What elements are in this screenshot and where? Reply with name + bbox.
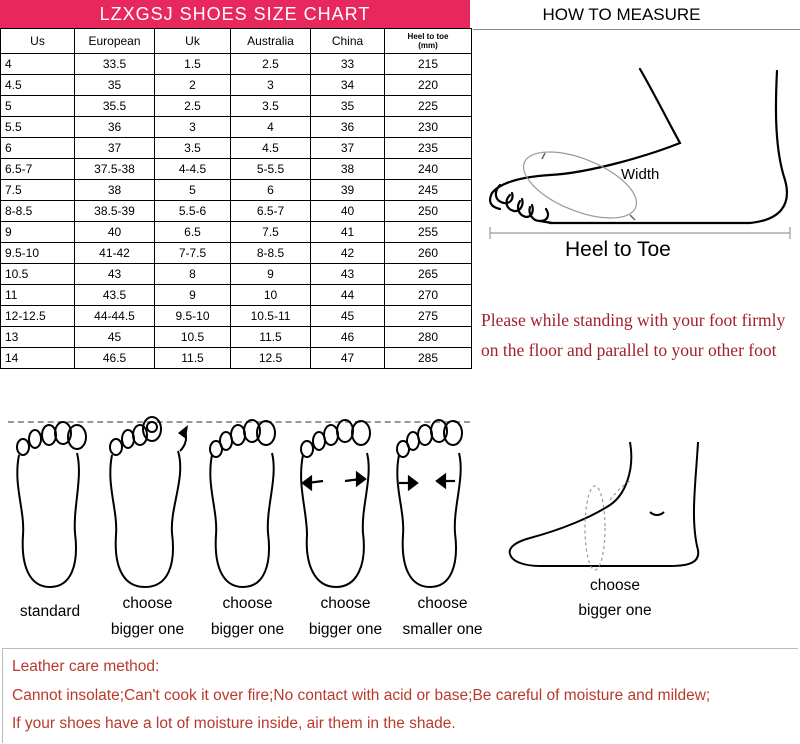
cell-uk: 7-7.5 bbox=[155, 243, 231, 264]
leather-care-title: Leather care method: bbox=[12, 658, 160, 675]
foot-label-wide-toes bbox=[200, 591, 295, 643]
leather-care-line2: If your shoes have a lot of moisture inside, air them in the shade. bbox=[12, 715, 456, 732]
divider bbox=[473, 29, 800, 30]
cell-us: 9.5-10 bbox=[1, 243, 75, 264]
cell-australia: 11.5 bbox=[231, 327, 311, 348]
ankle-caption-line2: bigger one bbox=[578, 602, 652, 619]
cell-european: 36 bbox=[75, 117, 155, 138]
cell-us: 4 bbox=[1, 54, 75, 75]
table-row bbox=[1, 285, 472, 306]
table-row bbox=[1, 75, 472, 96]
cell-european: 43 bbox=[75, 264, 155, 285]
table-row bbox=[1, 159, 472, 180]
table-row bbox=[1, 117, 472, 138]
cell-heel-to-toe: 250 bbox=[385, 201, 472, 222]
table-row bbox=[1, 201, 472, 222]
measure-instruction: Please while standing with your foot firmly on the floor and parallel to your other foot bbox=[481, 310, 786, 360]
foot-label-line2: bigger one bbox=[110, 621, 185, 638]
foot-label-line2: smaller one bbox=[402, 621, 483, 638]
cell-uk: 5.5-6 bbox=[155, 201, 231, 222]
cell-australia: 2.5 bbox=[231, 54, 311, 75]
cell-uk: 3 bbox=[155, 117, 231, 138]
table-header-row bbox=[1, 29, 472, 54]
cell-china: 47 bbox=[311, 348, 385, 369]
foot-bunion-icon bbox=[100, 415, 195, 595]
cell-heel-to-toe: 280 bbox=[385, 327, 472, 348]
cell-australia: 3 bbox=[231, 75, 311, 96]
cell-us: 6.5-7 bbox=[1, 159, 75, 180]
cell-heel-to-toe: 255 bbox=[385, 222, 472, 243]
cell-china: 46 bbox=[311, 327, 385, 348]
cell-heel-to-toe: 220 bbox=[385, 75, 472, 96]
ankle-caption bbox=[565, 573, 665, 623]
cell-china: 41 bbox=[311, 222, 385, 243]
size-table-body bbox=[1, 54, 472, 369]
cell-china: 33 bbox=[311, 54, 385, 75]
foot-label-line1: standard bbox=[19, 603, 81, 620]
cell-us: 5 bbox=[1, 96, 75, 117]
table-row bbox=[1, 138, 472, 159]
cell-european: 37 bbox=[75, 138, 155, 159]
cell-uk: 9.5-10 bbox=[155, 306, 231, 327]
foot-label-narrow bbox=[390, 591, 495, 643]
cell-european: 35.5 bbox=[75, 96, 155, 117]
foot-label-line1: choose bbox=[122, 595, 173, 612]
foot-label-line1: choose bbox=[222, 595, 273, 612]
cell-uk: 1.5 bbox=[155, 54, 231, 75]
cell-china: 35 bbox=[311, 96, 385, 117]
foot-label-bunion bbox=[100, 591, 195, 643]
cell-european: 38.5-39 bbox=[75, 201, 155, 222]
cell-us: 7.5 bbox=[1, 180, 75, 201]
cell-us: 12-12.5 bbox=[1, 306, 75, 327]
side-foot-illustration bbox=[480, 55, 800, 245]
foot-label-line2: bigger one bbox=[308, 621, 383, 638]
cell-heel-to-toe: 230 bbox=[385, 117, 472, 138]
cell-european: 38 bbox=[75, 180, 155, 201]
leather-care-line1: Cannot insolate;Can't cook it over fire;No contact with acid or base;Be careful of moisture and mildew; bbox=[12, 687, 711, 704]
cell-us: 11 bbox=[1, 285, 75, 306]
cell-heel-to-toe: 285 bbox=[385, 348, 472, 369]
foot-narrow-icon bbox=[387, 415, 472, 595]
cell-heel-to-toe: 225 bbox=[385, 96, 472, 117]
cell-uk: 2 bbox=[155, 75, 231, 96]
cell-european: 45 bbox=[75, 327, 155, 348]
cell-china: 45 bbox=[311, 306, 385, 327]
foot-wide-icon bbox=[293, 415, 378, 595]
foot-label-line2: bigger one bbox=[210, 621, 285, 638]
cell-uk: 8 bbox=[155, 264, 231, 285]
cell-heel-to-toe: 270 bbox=[385, 285, 472, 306]
cell-european: 37.5-38 bbox=[75, 159, 155, 180]
cell-us: 10.5 bbox=[1, 264, 75, 285]
leather-care-section bbox=[2, 648, 798, 743]
cell-australia: 10 bbox=[231, 285, 311, 306]
cell-australia: 10.5-11 bbox=[231, 306, 311, 327]
column-header-uk: Uk bbox=[155, 29, 231, 54]
heel-to-toe-unit: (mm) bbox=[418, 41, 438, 50]
cell-heel-to-toe: 260 bbox=[385, 243, 472, 264]
cell-china: 40 bbox=[311, 201, 385, 222]
heel-to-toe-label: Heel to toe bbox=[407, 32, 449, 41]
table-row bbox=[1, 96, 472, 117]
table-row bbox=[1, 348, 472, 369]
cell-uk: 4-4.5 bbox=[155, 159, 231, 180]
table-row bbox=[1, 243, 472, 264]
cell-australia: 5-5.5 bbox=[231, 159, 311, 180]
cell-uk: 10.5 bbox=[155, 327, 231, 348]
table-row bbox=[1, 54, 472, 75]
column-header-us: Us bbox=[1, 29, 75, 54]
cell-us: 6 bbox=[1, 138, 75, 159]
cell-heel-to-toe: 245 bbox=[385, 180, 472, 201]
ankle-caption-line1: choose bbox=[590, 577, 640, 594]
column-header-china: China bbox=[311, 29, 385, 54]
cell-australia: 6 bbox=[231, 180, 311, 201]
foot-label-standard bbox=[10, 603, 90, 621]
cell-european: 43.5 bbox=[75, 285, 155, 306]
cell-australia: 6.5-7 bbox=[231, 201, 311, 222]
cell-australia: 3.5 bbox=[231, 96, 311, 117]
cell-heel-to-toe: 265 bbox=[385, 264, 472, 285]
column-header-european: European bbox=[75, 29, 155, 54]
foot-label-line1: choose bbox=[320, 595, 371, 612]
cell-us: 5.5 bbox=[1, 117, 75, 138]
cell-china: 39 bbox=[311, 180, 385, 201]
cell-australia: 4 bbox=[231, 117, 311, 138]
cell-european: 40 bbox=[75, 222, 155, 243]
foot-label-line1: choose bbox=[417, 595, 468, 612]
cell-european: 33.5 bbox=[75, 54, 155, 75]
cell-heel-to-toe: 275 bbox=[385, 306, 472, 327]
cell-uk: 5 bbox=[155, 180, 231, 201]
foot-standard-icon bbox=[5, 415, 90, 595]
foot-label-wide bbox=[298, 591, 393, 643]
column-header-australia: Australia bbox=[231, 29, 311, 54]
cell-heel-to-toe: 240 bbox=[385, 159, 472, 180]
cell-us: 14 bbox=[1, 348, 75, 369]
cell-australia: 8-8.5 bbox=[231, 243, 311, 264]
cell-us: 9 bbox=[1, 222, 75, 243]
cell-uk: 11.5 bbox=[155, 348, 231, 369]
cell-european: 41-42 bbox=[75, 243, 155, 264]
cell-china: 42 bbox=[311, 243, 385, 264]
cell-australia: 12.5 bbox=[231, 348, 311, 369]
table-row bbox=[1, 306, 472, 327]
cell-us: 4.5 bbox=[1, 75, 75, 96]
cell-european: 35 bbox=[75, 75, 155, 96]
table-row bbox=[1, 180, 472, 201]
heel-to-toe-label: Heel to Toe bbox=[565, 238, 671, 261]
table-row bbox=[1, 264, 472, 285]
cell-heel-to-toe: 215 bbox=[385, 54, 472, 75]
cell-china: 36 bbox=[311, 117, 385, 138]
ankle-foot-illustration bbox=[500, 440, 710, 575]
size-chart-title: LZXGSJ SHOES SIZE CHART bbox=[0, 0, 470, 28]
cell-uk: 6.5 bbox=[155, 222, 231, 243]
foot-wide-toes-icon bbox=[200, 415, 285, 595]
cell-uk: 2.5 bbox=[155, 96, 231, 117]
cell-heel-to-toe: 235 bbox=[385, 138, 472, 159]
cell-china: 37 bbox=[311, 138, 385, 159]
cell-china: 44 bbox=[311, 285, 385, 306]
cell-china: 43 bbox=[311, 264, 385, 285]
table-row bbox=[1, 327, 472, 348]
cell-australia: 7.5 bbox=[231, 222, 311, 243]
column-header-heel-to-toe bbox=[385, 29, 472, 54]
cell-european: 46.5 bbox=[75, 348, 155, 369]
how-to-measure-title: HOW TO MEASURE bbox=[542, 5, 701, 24]
cell-australia: 9 bbox=[231, 264, 311, 285]
cell-china: 34 bbox=[311, 75, 385, 96]
width-label: Width bbox=[621, 166, 660, 183]
cell-european: 44-44.5 bbox=[75, 306, 155, 327]
cell-australia: 4.5 bbox=[231, 138, 311, 159]
cell-uk: 3.5 bbox=[155, 138, 231, 159]
table-row bbox=[1, 222, 472, 243]
cell-china: 38 bbox=[311, 159, 385, 180]
cell-us: 8-8.5 bbox=[1, 201, 75, 222]
cell-us: 13 bbox=[1, 327, 75, 348]
cell-uk: 9 bbox=[155, 285, 231, 306]
size-chart-table bbox=[0, 28, 472, 369]
